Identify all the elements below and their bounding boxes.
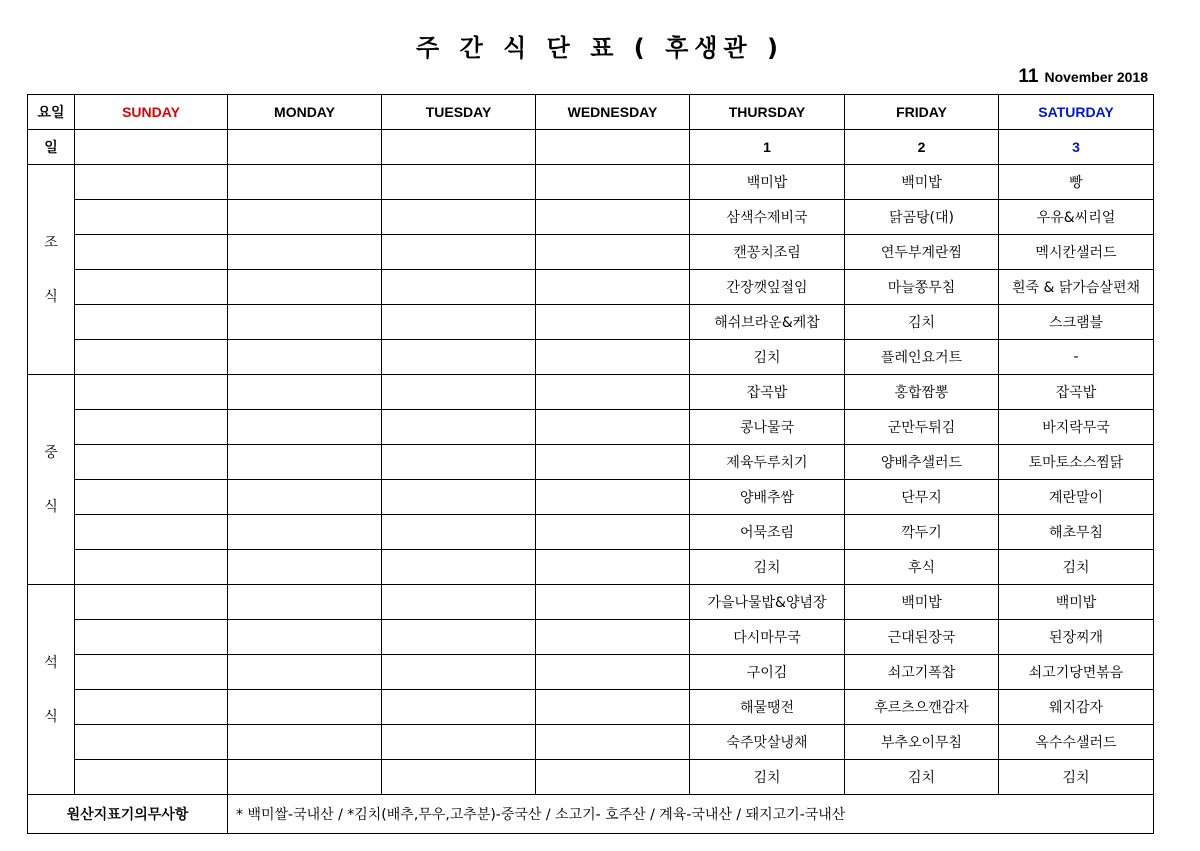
page-title: 주 간 식 단 표 ( 후생관 ) [416,34,784,62]
menu-cell-empty [536,270,690,305]
menu-item: 김치 [690,760,845,795]
menu-row [28,760,1154,795]
date-cell: 2 [845,130,999,165]
menu-cell-empty [536,410,690,445]
menu-cell-empty [536,480,690,515]
menu-item: 후식 [845,550,999,585]
menu-row [28,305,1154,340]
menu-item: 스크램블 [999,305,1154,340]
menu-item: 캔꽁치조림 [690,235,845,270]
meal-label-top: 조 [44,234,58,251]
menu-item: 간장깻잎절임 [690,270,845,305]
date-label: 일 [28,130,75,165]
menu-cell-empty [536,235,690,270]
menu-item: 쇠고기폭찹 [845,655,999,690]
menu-cell-empty [75,375,228,410]
menu-cell-empty [75,550,228,585]
menu-cell-empty [382,235,536,270]
date-cell [382,130,536,165]
menu-item: 멕시칸샐러드 [999,235,1154,270]
menu-item: 김치 [845,760,999,795]
menu-cell-empty [536,655,690,690]
menu-item: 해쉬브라운&케찹 [690,305,845,340]
meal-label-bottom: 식 [44,288,58,305]
menu-cell-empty [382,515,536,550]
menu-item: 옥수수샐러드 [999,725,1154,760]
menu-cell-empty [228,235,382,270]
date-day: 11 [1018,66,1039,87]
date-cell [228,130,382,165]
menu-cell-empty [536,515,690,550]
weekly-menu-table [27,94,1154,834]
menu-item: 김치 [999,760,1154,795]
menu-cell-empty [536,305,690,340]
menu-row [28,200,1154,235]
menu-item: 백미밥 [845,165,999,200]
menu-cell-empty [228,620,382,655]
menu-cell-empty [382,620,536,655]
menu-row [28,165,1154,200]
menu-item: 해초무침 [999,515,1154,550]
menu-cell-empty [228,375,382,410]
menu-item: 흰죽 & 닭가슴살편채 [999,270,1154,305]
menu-row [28,725,1154,760]
menu-item: 백미밥 [999,585,1154,620]
menu-item: 구이김 [690,655,845,690]
menu-cell-empty [228,760,382,795]
menu-item: 후르츠으깬감자 [845,690,999,725]
menu-item: 쇠고기당면볶음 [999,655,1154,690]
menu-cell-empty [75,515,228,550]
menu-cell-empty [382,200,536,235]
origin-label: 원산지표기의무사항 [28,795,228,834]
menu-item: 양배추쌈 [690,480,845,515]
weekday-wednesday: WEDNESDAY [536,95,690,130]
menu-item: 잡곡밥 [690,375,845,410]
menu-cell-empty [382,480,536,515]
menu-cell-empty [75,655,228,690]
menu-cell-empty [382,690,536,725]
menu-item: 우유&씨리얼 [999,200,1154,235]
menu-cell-empty [382,340,536,375]
menu-item: 콩나물국 [690,410,845,445]
menu-cell-empty [536,200,690,235]
weekday-monday: MONDAY [228,95,382,130]
menu-cell-empty [75,690,228,725]
weekday-sunday: SUNDAY [75,95,228,130]
menu-cell-empty [382,655,536,690]
menu-cell-empty [536,375,690,410]
meal-label [28,165,75,375]
menu-row [28,410,1154,445]
menu-cell-empty [75,410,228,445]
weekday-thursday: THURSDAY [690,95,845,130]
menu-cell-empty [75,760,228,795]
menu-item: 가을나물밥&양념장 [690,585,845,620]
menu-row [28,515,1154,550]
menu-cell-empty [228,725,382,760]
menu-cell-empty [75,480,228,515]
weekday-header-row [28,95,1154,130]
menu-cell-empty [228,410,382,445]
menu-cell-empty [75,620,228,655]
origin-text: * 백미쌀-국내산 / *김치(배추,무우,고추분)-중국산 / 소고기- 호주산 / 계육-국내산 / 돼지고기-국내산 [228,795,1154,834]
menu-cell-empty [382,550,536,585]
menu-cell-empty [382,585,536,620]
menu-item: 김치 [845,305,999,340]
menu-cell-empty [536,340,690,375]
menu-cell-empty [228,655,382,690]
weekday-friday: FRIDAY [845,95,999,130]
menu-cell-empty [536,550,690,585]
menu-item: 백미밥 [690,165,845,200]
menu-cell-empty [75,340,228,375]
menu-item: 다시마무국 [690,620,845,655]
menu-item: 김치 [690,550,845,585]
menu-item: 백미밥 [845,585,999,620]
date-cell [75,130,228,165]
menu-item: 토마토소스찜닭 [999,445,1154,480]
menu-item: 웨지감자 [999,690,1154,725]
menu-cell-empty [75,445,228,480]
menu-item: 빵 [999,165,1154,200]
menu-cell-empty [536,445,690,480]
menu-item: 플레인요거트 [845,340,999,375]
menu-cell-empty [75,585,228,620]
menu-row [28,585,1154,620]
menu-cell-empty [228,200,382,235]
menu-cell-empty [228,550,382,585]
origin-row [28,795,1154,834]
meal-label [28,585,75,795]
menu-row [28,690,1154,725]
menu-item: 김치 [690,340,845,375]
menu-item: 근대된장국 [845,620,999,655]
menu-row [28,375,1154,410]
menu-item: 계란말이 [999,480,1154,515]
menu-cell-empty [382,270,536,305]
menu-cell-empty [75,270,228,305]
meal-label-top: 중 [44,444,58,461]
menu-item: - [999,340,1154,375]
menu-item: 잡곡밥 [999,375,1154,410]
menu-cell-empty [536,690,690,725]
menu-cell-empty [382,305,536,340]
menu-cell-empty [382,725,536,760]
date-row [28,130,1154,165]
menu-item: 바지락무국 [999,410,1154,445]
menu-row [28,235,1154,270]
menu-item: 된장찌개 [999,620,1154,655]
date-cell [536,130,690,165]
menu-cell-empty [228,480,382,515]
menu-cell-empty [75,725,228,760]
weekday-label: 요일 [28,95,75,130]
menu-cell-empty [382,165,536,200]
menu-item: 군만두튀김 [845,410,999,445]
menu-cell-empty [228,515,382,550]
menu-item: 마늘쫑무침 [845,270,999,305]
menu-item: 홍합짬뽕 [845,375,999,410]
weekday-tuesday: TUESDAY [382,95,536,130]
date-cell: 3 [999,130,1154,165]
date-month-year: November 2018 [1044,69,1148,85]
menu-row [28,620,1154,655]
menu-cell-empty [536,620,690,655]
menu-row [28,550,1154,585]
menu-row [28,340,1154,375]
menu-cell-empty [228,165,382,200]
menu-cell-empty [228,340,382,375]
menu-item: 숙주맛살냉채 [690,725,845,760]
meal-label [28,375,75,585]
menu-item: 단무지 [845,480,999,515]
menu-cell-empty [536,585,690,620]
meal-label-bottom: 식 [44,708,58,725]
menu-cell-empty [382,410,536,445]
menu-date [1018,66,1148,88]
menu-cell-empty [75,305,228,340]
menu-item: 삼색수제비국 [690,200,845,235]
meal-label-top: 석 [44,654,58,671]
menu-cell-empty [382,760,536,795]
menu-item: 김치 [999,550,1154,585]
menu-cell-empty [382,445,536,480]
menu-cell-empty [228,585,382,620]
menu-row [28,445,1154,480]
menu-item: 닭곰탕(대) [845,200,999,235]
meal-label-bottom: 식 [44,498,58,515]
menu-cell-empty [228,690,382,725]
menu-cell-empty [228,270,382,305]
menu-cell-empty [75,165,228,200]
menu-cell-empty [228,445,382,480]
menu-item: 양배추샐러드 [845,445,999,480]
menu-item: 깍두기 [845,515,999,550]
menu-item: 제육두루치기 [690,445,845,480]
menu-item: 해물땡전 [690,690,845,725]
menu-cell-empty [228,305,382,340]
menu-cell-empty [536,725,690,760]
menu-row [28,655,1154,690]
menu-item: 부추오이무침 [845,725,999,760]
menu-cell-empty [382,375,536,410]
menu-cell-empty [536,760,690,795]
date-cell: 1 [690,130,845,165]
menu-row [28,270,1154,305]
menu-item: 연두부계란찜 [845,235,999,270]
menu-cell-empty [75,235,228,270]
menu-row [28,480,1154,515]
weekday-saturday: SATURDAY [999,95,1154,130]
menu-cell-empty [536,165,690,200]
menu-cell-empty [75,200,228,235]
menu-item: 어묵조림 [690,515,845,550]
